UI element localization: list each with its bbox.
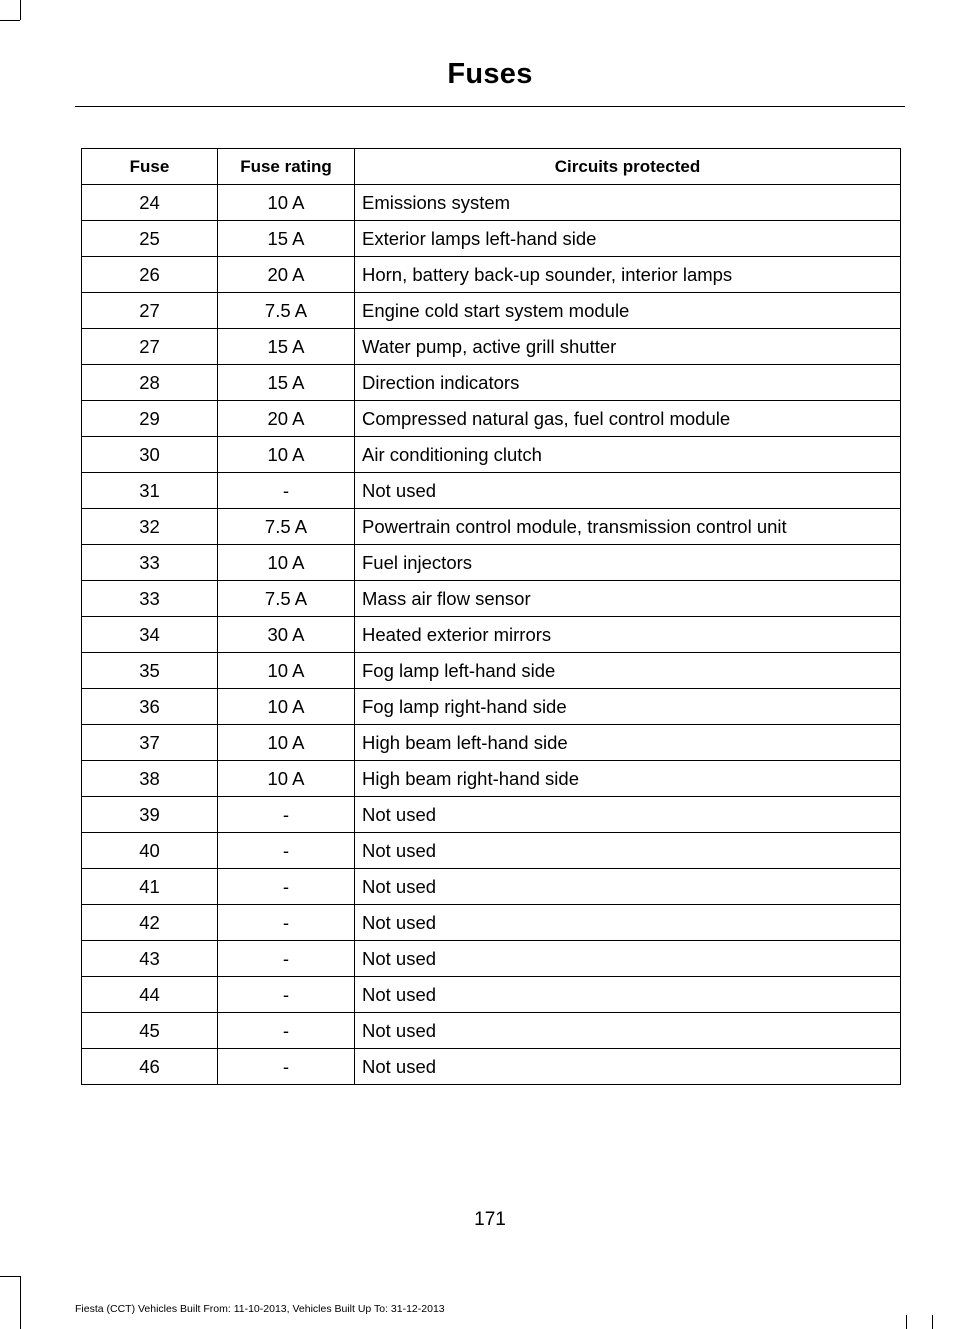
fuse-rating: - (218, 977, 355, 1013)
header-fuse-rating: Fuse rating (218, 149, 355, 185)
title-divider (75, 106, 905, 107)
circuit-protected: Mass air flow sensor (355, 581, 901, 617)
crop-mark (20, 1276, 21, 1329)
table-row (82, 1013, 901, 1049)
crop-mark (0, 20, 20, 21)
circuit-protected: Not used (355, 473, 901, 509)
circuit-protected: Fuel injectors (355, 545, 901, 581)
table-row (82, 761, 901, 797)
fuse-number: 46 (82, 1049, 218, 1085)
table-row (82, 653, 901, 689)
page-number: 171 (474, 1209, 506, 1230)
fuse-rating: 10 A (218, 689, 355, 725)
circuit-protected: Compressed natural gas, fuel control module (355, 401, 901, 437)
table-row (82, 221, 901, 257)
table-header-row (82, 149, 901, 185)
table-row (82, 869, 901, 905)
fuse-table (81, 148, 901, 1085)
circuit-protected: Emissions system (355, 185, 901, 221)
fuse-number: 42 (82, 905, 218, 941)
fuse-number: 41 (82, 869, 218, 905)
table-row (82, 401, 901, 437)
fuse-number: 25 (82, 221, 218, 257)
fuse-rating: 15 A (218, 221, 355, 257)
table-row (82, 617, 901, 653)
fuse-rating: - (218, 1049, 355, 1085)
table-row (82, 833, 901, 869)
fuse-number: 45 (82, 1013, 218, 1049)
crop-mark (20, 0, 21, 20)
circuit-protected: Fog lamp left-hand side (355, 653, 901, 689)
fuse-number: 43 (82, 941, 218, 977)
circuit-protected: High beam right-hand side (355, 761, 901, 797)
fuse-rating: - (218, 797, 355, 833)
footer-text: Fiesta (CCT) Vehicles Built From: 11-10-2013, Vehicles Built Up To: 31-12-2013 (75, 1303, 445, 1315)
table-row (82, 257, 901, 293)
circuit-protected: Not used (355, 1049, 901, 1085)
fuse-rating: 15 A (218, 365, 355, 401)
circuit-protected: Exterior lamps left-hand side (355, 221, 901, 257)
circuit-protected: Fog lamp right-hand side (355, 689, 901, 725)
table-row (82, 473, 901, 509)
fuse-rating: 7.5 A (218, 581, 355, 617)
fuse-rating: - (218, 941, 355, 977)
circuit-protected: Not used (355, 977, 901, 1013)
circuit-protected: Not used (355, 797, 901, 833)
fuse-rating: 10 A (218, 725, 355, 761)
fuse-number: 33 (82, 545, 218, 581)
fuse-rating: - (218, 1013, 355, 1049)
table-row (82, 581, 901, 617)
fuse-number: 28 (82, 365, 218, 401)
fuse-rating: 7.5 A (218, 293, 355, 329)
fuse-rating: 20 A (218, 401, 355, 437)
table-row (82, 365, 901, 401)
fuse-rating: - (218, 473, 355, 509)
fuse-number: 27 (82, 329, 218, 365)
table-row (82, 1049, 901, 1085)
circuit-protected: Horn, battery back-up sounder, interior lamps (355, 257, 901, 293)
fuse-rating: 30 A (218, 617, 355, 653)
table-row (82, 797, 901, 833)
table-row (82, 293, 901, 329)
fuse-number: 37 (82, 725, 218, 761)
fuse-number: 27 (82, 293, 218, 329)
fuse-rating: 10 A (218, 185, 355, 221)
fuse-number: 44 (82, 977, 218, 1013)
fuse-number: 34 (82, 617, 218, 653)
fuse-number: 24 (82, 185, 218, 221)
table-row (82, 689, 901, 725)
table-row (82, 437, 901, 473)
fuse-number: 29 (82, 401, 218, 437)
fuse-rating: 10 A (218, 437, 355, 473)
fuse-rating: 10 A (218, 653, 355, 689)
fuse-number: 36 (82, 689, 218, 725)
circuit-protected: Water pump, active grill shutter (355, 329, 901, 365)
circuit-protected: Heated exterior mirrors (355, 617, 901, 653)
fuse-number: 35 (82, 653, 218, 689)
crop-mark (932, 1315, 933, 1329)
crop-mark (0, 1276, 20, 1277)
circuit-protected: Direction indicators (355, 365, 901, 401)
fuse-rating: 10 A (218, 545, 355, 581)
table-row (82, 941, 901, 977)
circuit-protected: Not used (355, 833, 901, 869)
fuse-rating: - (218, 905, 355, 941)
fuse-rating: - (218, 869, 355, 905)
circuit-protected: Not used (355, 941, 901, 977)
fuse-number: 26 (82, 257, 218, 293)
fuse-number: 33 (82, 581, 218, 617)
crop-mark (906, 1315, 907, 1329)
table-row (82, 725, 901, 761)
fuse-rating: 15 A (218, 329, 355, 365)
circuit-protected: Powertrain control module, transmission control unit (355, 509, 901, 545)
table-row (82, 545, 901, 581)
fuse-number: 39 (82, 797, 218, 833)
table-row (82, 509, 901, 545)
table-row (82, 185, 901, 221)
circuit-protected: Not used (355, 1013, 901, 1049)
circuit-protected: Engine cold start system module (355, 293, 901, 329)
fuse-rating: 10 A (218, 761, 355, 797)
fuse-number: 40 (82, 833, 218, 869)
table-row (82, 977, 901, 1013)
circuit-protected: Air conditioning clutch (355, 437, 901, 473)
fuse-number: 32 (82, 509, 218, 545)
fuse-number: 31 (82, 473, 218, 509)
fuse-number: 38 (82, 761, 218, 797)
table-row (82, 329, 901, 365)
fuse-rating: 7.5 A (218, 509, 355, 545)
circuit-protected: High beam left-hand side (355, 725, 901, 761)
circuit-protected: Not used (355, 869, 901, 905)
table-row (82, 905, 901, 941)
circuit-protected: Not used (355, 905, 901, 941)
fuse-number: 30 (82, 437, 218, 473)
header-circuits-protected: Circuits protected (355, 149, 901, 185)
fuse-rating: 20 A (218, 257, 355, 293)
fuse-rating: - (218, 833, 355, 869)
header-fuse: Fuse (82, 149, 218, 185)
page-title: Fuses (447, 58, 533, 90)
